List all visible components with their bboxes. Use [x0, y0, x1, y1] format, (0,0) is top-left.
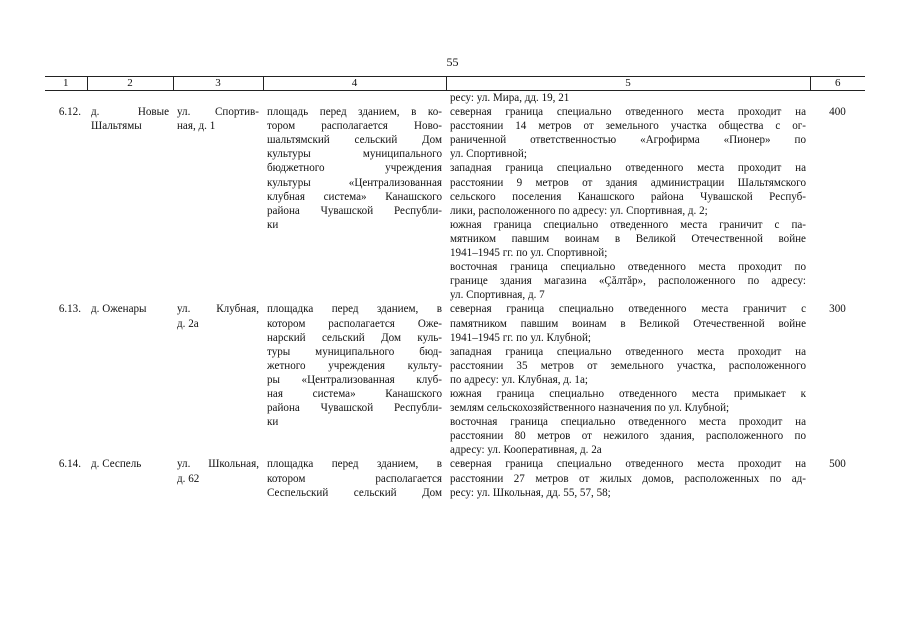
text-line: восточная граница специально отведенного места проходит по — [450, 261, 806, 274]
header-col-6: 6 — [810, 77, 865, 91]
text-line: тором располагается Ново- — [267, 120, 442, 133]
text-line: ки — [267, 416, 279, 429]
text-line: Сеспельский сельский Дом — [267, 486, 442, 499]
table-row — [45, 457, 865, 499]
locality — [87, 105, 173, 302]
text-line: по адресу: ул. Клубная, д. 1а; — [450, 373, 588, 386]
text-line: Шальтямы — [91, 120, 142, 133]
table-row — [45, 105, 865, 302]
text-line: ная, д. 1 — [177, 120, 216, 133]
text-line: культуры муниципального — [267, 148, 442, 161]
text-line: котором располагается — [267, 472, 442, 485]
text-line: 1941–1945 гг. по ул. Клубной; — [450, 331, 591, 344]
locality — [87, 457, 173, 499]
text-line: ресу: ул. Школьная, дд. 55, 57, 58; — [450, 486, 611, 499]
text-line: лики, расположенного по адресу: ул. Спортивная, д. 2; — [450, 204, 708, 217]
text-line: района Чувашской Республи- — [267, 402, 442, 415]
text-line: южная граница специально отведенного места граничит с па- — [450, 218, 806, 231]
boundaries — [446, 457, 810, 499]
text-line: ресу: ул. Мира, дд. 19, 21 — [450, 92, 570, 104]
row-number: 6.14. — [58, 458, 81, 471]
text-line: д. 62 — [177, 472, 200, 485]
description — [263, 105, 446, 302]
text-line: расстоянии 9 метров от здания администрации Шальтямского — [450, 176, 806, 189]
address — [173, 457, 263, 499]
text-line: д. 2а — [177, 317, 199, 330]
text-line: площадка перед зданием, в — [267, 458, 442, 471]
area: 400 — [829, 106, 846, 119]
text-line: жетного учреждения культу- — [267, 359, 442, 372]
text-line: ры «Централизованная клуб- — [267, 373, 442, 386]
continuation-boundaries — [446, 91, 810, 106]
boundaries — [446, 302, 810, 457]
table-row — [45, 302, 865, 457]
text-line: расстоянии 27 метров от жилых домов, расположенных по ад- — [450, 472, 806, 485]
text-line: границе здания магазина «Çăлтăр», расположенного по адресу: — [450, 275, 806, 288]
text-line: северная граница специально отведенного места проходит на — [450, 458, 806, 471]
address — [173, 302, 263, 457]
places-table — [45, 76, 865, 500]
text-line: д. Оженары — [91, 303, 147, 316]
description — [263, 302, 446, 457]
text-line: расстоянии 80 метров от нежилого здания, расположенного по — [450, 430, 806, 443]
address — [173, 105, 263, 302]
text-line: адресу: ул. Кооперативная, д. 2а — [450, 444, 602, 457]
text-line: площадь перед зданием, в ко- — [267, 106, 442, 119]
locality — [87, 302, 173, 457]
header-col-2: 2 — [87, 77, 173, 91]
header-row — [45, 77, 865, 91]
text-line: туры муниципального бюд- — [267, 345, 442, 358]
text-line: д. Сеспель — [91, 458, 142, 471]
text-line: ул. Клубная, — [177, 303, 259, 316]
text-line: площадка перед зданием, в — [267, 303, 442, 316]
text-line: мятником павшим воинам в Великой Отечественной войне — [450, 232, 806, 245]
text-line: северная граница специально отведенного места проходит на — [450, 106, 806, 119]
text-line: раниченной ответственностью «Агрофирма «Пионер» по — [450, 134, 806, 147]
text-line: сельского поселения Канашского района Чувашской Респуб- — [450, 190, 806, 203]
text-line: землям сельскохозяйственного назначения по ул. Клубной; — [450, 402, 730, 415]
page-number: 55 — [446, 55, 459, 69]
text-line: д. Новые — [91, 106, 169, 119]
text-line: ул. Школьная, — [177, 458, 259, 471]
description — [263, 457, 446, 499]
header-col-5: 5 — [446, 77, 810, 91]
boundaries — [446, 105, 810, 302]
text-line: котором располагается Оже- — [267, 317, 442, 330]
text-line: ул. Спортив- — [177, 106, 259, 119]
continuation-row — [45, 91, 865, 106]
text-line: ул. Спортивная, д. 7 — [450, 289, 545, 302]
row-number: 6.13. — [58, 303, 81, 316]
text-line: расстоянии 35 метров от земельного участка, расположенного — [450, 359, 806, 372]
text-line: 1941–1945 гг. по ул. Спортивной; — [450, 247, 608, 260]
text-line: бюджетного учреждения — [267, 162, 442, 175]
text-line: северная граница специально отведенного места граничит с — [450, 303, 806, 316]
area: 500 — [829, 458, 846, 471]
area: 300 — [829, 303, 846, 316]
text-line: ки — [267, 218, 279, 231]
text-line: ул. Спортивной; — [450, 148, 527, 161]
text-line: западная граница специально отведенного места проходит на — [450, 162, 806, 175]
header-col-4: 4 — [263, 77, 446, 91]
text-line: восточная граница специально отведенного места проходит на — [450, 416, 806, 429]
header-col-3: 3 — [173, 77, 263, 91]
text-line: западная граница специально отведенного места проходит на — [450, 345, 806, 358]
text-line: ная система» Канашского — [267, 387, 442, 400]
text-line: района Чувашской Республи- — [267, 204, 442, 217]
text-line: шальтямский сельский Дом — [267, 134, 442, 147]
text-line: южная граница специально отведенного места примыкает к — [450, 387, 806, 400]
text-line: клубная система» Канашского — [267, 190, 442, 203]
text-line: памятником павшим воинам в Великой Отечественной войне — [450, 317, 806, 330]
text-line: нарский сельский Дом куль- — [267, 331, 442, 344]
header-col-1: 1 — [45, 77, 87, 91]
row-number: 6.12. — [58, 106, 81, 119]
text-line: расстоянии 14 метров от земельного участка общества с ог- — [450, 120, 806, 133]
text-line: культуры «Централизованная — [267, 176, 442, 189]
